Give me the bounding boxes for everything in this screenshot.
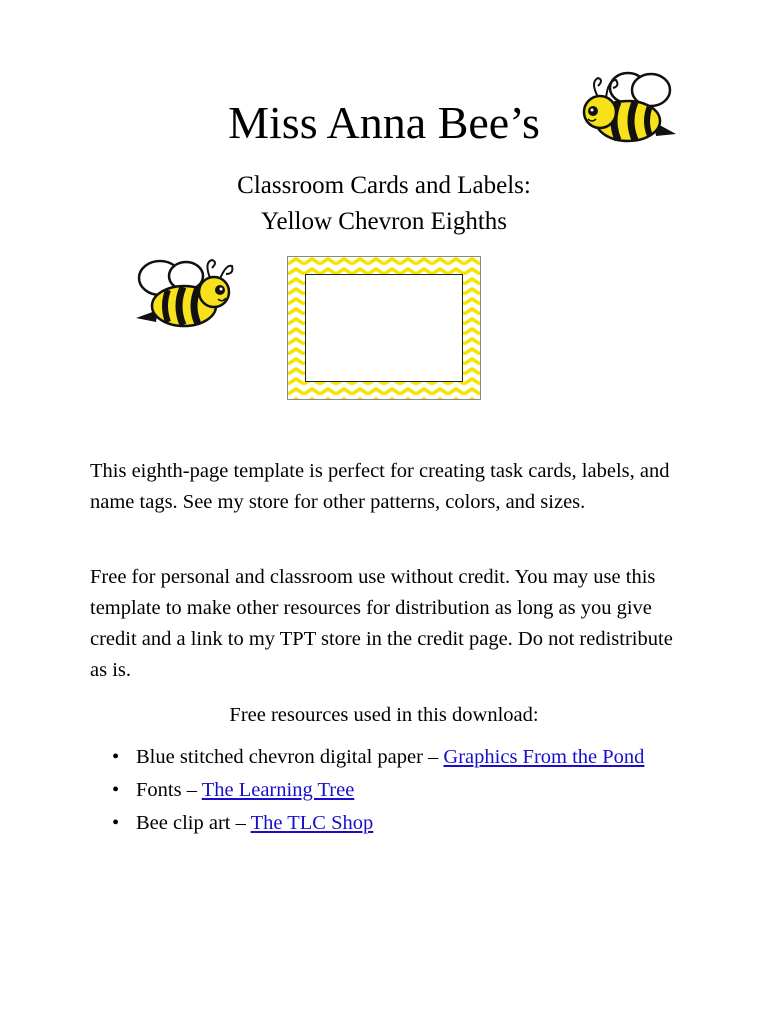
- link-the-learning-tree[interactable]: The Learning Tree: [201, 779, 355, 801]
- resource-text: Blue stitched chevron digital paper –: [136, 746, 444, 768]
- chevron-card-icon: [287, 256, 481, 400]
- resources-heading: Free resources used in this download:: [229, 704, 539, 726]
- subtitle-line-1: Classroom Cards and Labels:: [237, 172, 531, 199]
- list-item: [0, 775, 656, 806]
- bullet: •: [112, 812, 120, 834]
- subtitle-line-2: Yellow Chevron Eighths: [260, 208, 508, 235]
- link-the-tlc-shop[interactable]: The TLC Shop: [250, 812, 374, 834]
- bee-icon: [134, 252, 236, 332]
- list-item: [0, 742, 656, 773]
- document-title: Miss Anna Bee’s: [228, 97, 540, 148]
- card-blank-area: [305, 274, 463, 382]
- resource-text: Fonts –: [136, 779, 202, 801]
- list-item: [0, 808, 656, 839]
- bullet: •: [112, 779, 120, 801]
- link-graphics-from-the-pond[interactable]: Graphics From the Pond: [443, 746, 645, 768]
- terms-paragraph: Free for personal and classroom use without credit. You may use this template to make other resources for distribution as long as you give credit and a link to my TPT store in the credit page. Do not redistribute as is.: [90, 566, 673, 681]
- bullet: •: [112, 746, 120, 768]
- resources-list: [0, 742, 768, 841]
- description-paragraph: This eighth-page template is perfect for creating task cards, labels, and name tags. See my store for other patterns, colors, and sizes.: [90, 460, 670, 513]
- bee-icon: [580, 66, 680, 150]
- resource-text: Bee clip art –: [136, 812, 251, 834]
